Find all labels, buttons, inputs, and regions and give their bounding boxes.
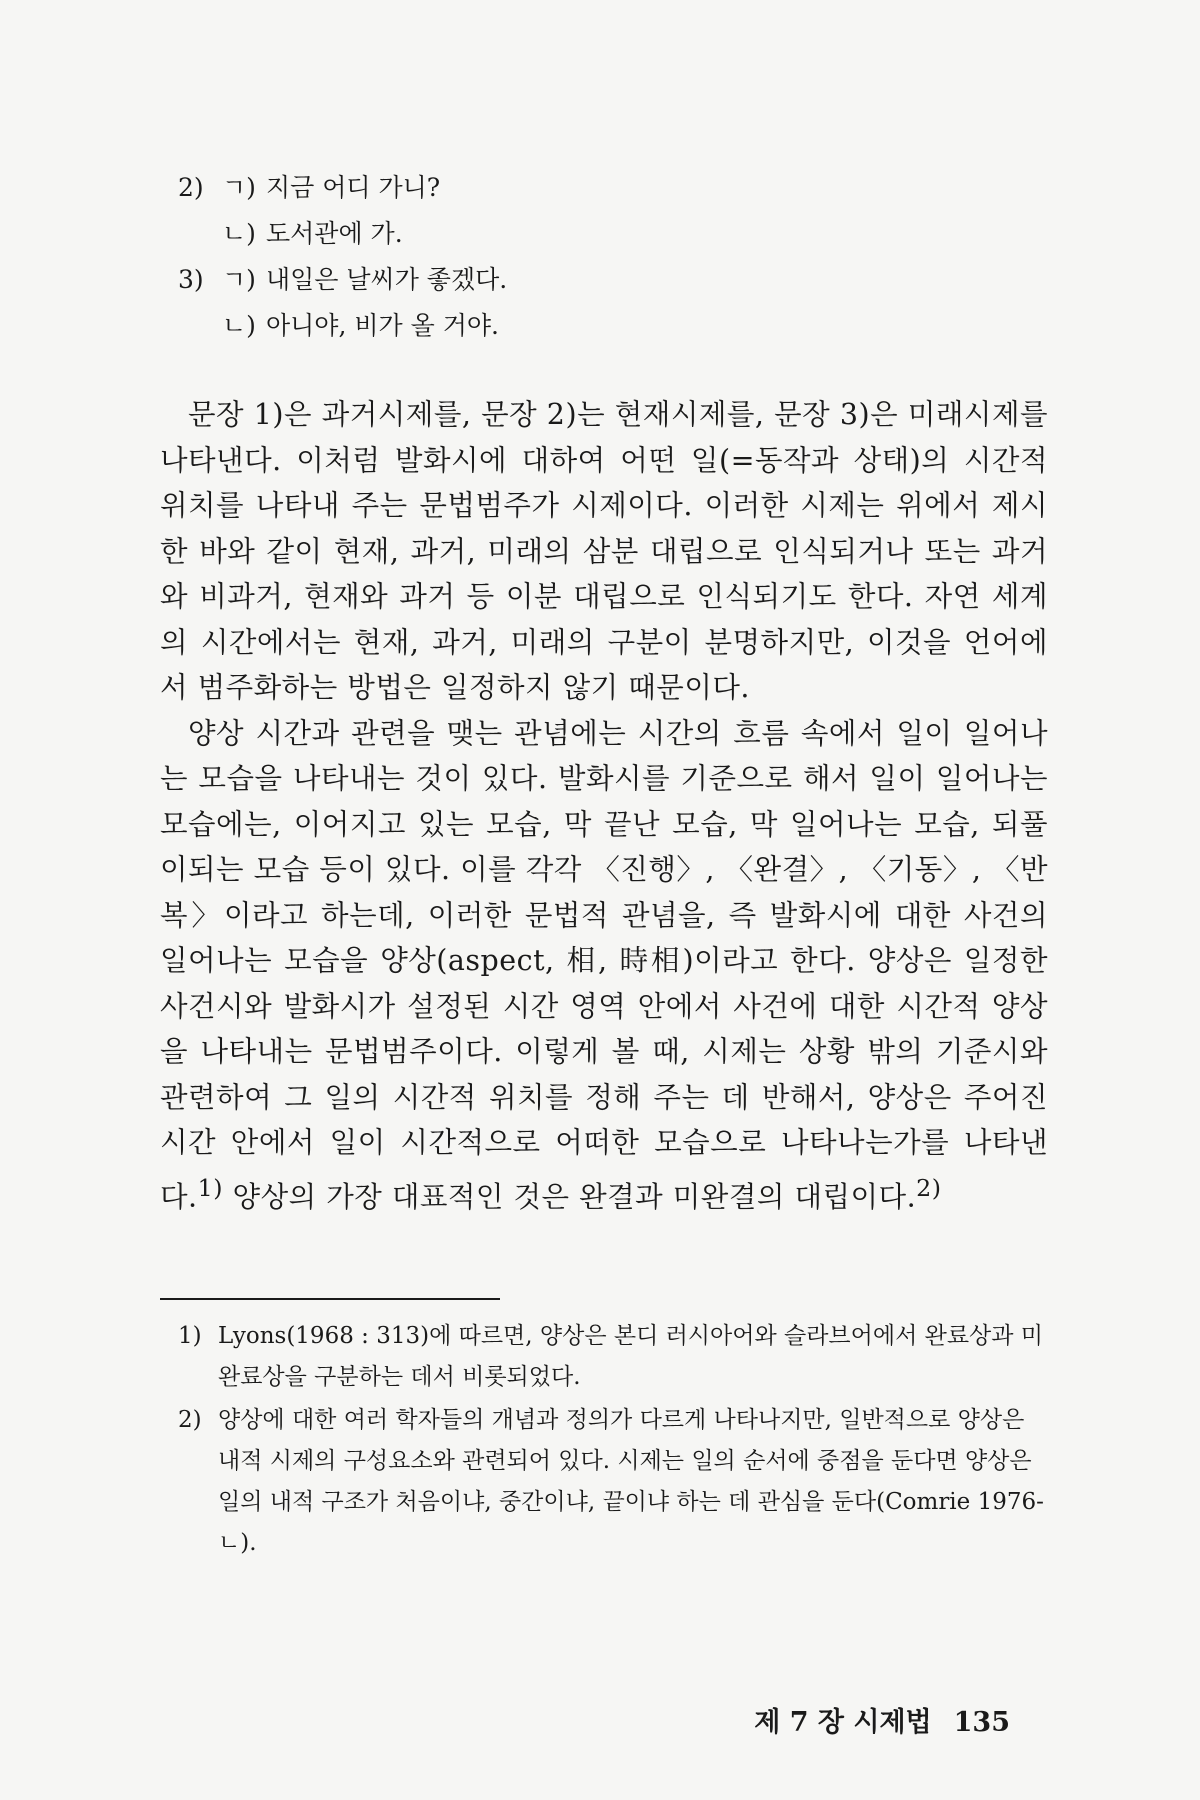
example-marker: ㄱ)	[222, 265, 256, 294]
example-line	[178, 257, 507, 303]
paragraph-aspect-text: 양상 시간과 관련을 맺는 관념에는 시간의 흐름 속에서 일이 일어나는 모습을 나타내는 것이 있다. 발화시를 기준으로 해서 일이 일어나는 모습에는, 이어지고 있는 모습, 막 끝난 모습, 막 일어나는 모습, 되풀이되는 모습 등이 있다. 이를 각각 〈진행〉, 〈완결〉, 〈기동〉, 〈반복〉이라고 하는데, 이러한 문법적 관념을, 즉 발화시에 대한 사건의 일어나는 모습을 양상(aspect, 相, 時相)이라고 한다. 양상은 일정한 사건시와 발화시가 설정된 시간 영역 안에서 사건에 대한 시간적 양상을 나타내는 문법범주이다. 이렇게 볼 때, 시제는 상황 밖의 기준시와 관련하여 그 일의 시간적 위치를 정해 주는 데 반해서, 양상은 주어진 시간 안에서 일이 시간적으로 어떠한 모습으로 나타나는가를 나타낸다.	[160, 716, 1048, 1213]
example-marker: ㄴ)	[222, 219, 256, 248]
example-line	[178, 211, 507, 257]
page-footer	[754, 1700, 1010, 1739]
example-line	[178, 303, 507, 349]
example-sentences	[178, 165, 507, 349]
footnote	[178, 1316, 1048, 1398]
example-number: 3)	[178, 265, 204, 294]
footnote-number: 1)	[178, 1323, 202, 1349]
example-marker: ㄱ)	[222, 173, 256, 202]
example-marker: ㄴ)	[222, 311, 256, 340]
footnote-ref-1[interactable]: 1)	[197, 1173, 223, 1202]
example-text: 지금 어디 가니?	[266, 173, 441, 202]
example-text: 아니야, 비가 올 거야.	[266, 311, 499, 340]
example-text: 내일은 날씨가 좋겠다.	[266, 265, 508, 294]
footnotes	[178, 1316, 1048, 1566]
footnote-number: 2)	[178, 1407, 202, 1433]
paragraph-tense: 문장 1)은 과거시제를, 문장 2)는 현재시제를, 문장 3)은 미래시제를 나타낸다. 이처럼 발화시에 대하여 어떤 일(=동작과 상태)의 시간적 위치를 나타내 주는 문법범주가 시제이다. 이러한 시제는 위에서 제시한 바와 같이 현재, 과거, 미래의 삼분 대립으로 인식되거나 또는 과거와 비과거, 현재와 과거 등 이분 대립으로 인식되기도 한다. 자연 세계의 시간에서는 현재, 과거, 미래의 구분이 분명하지만, 이것을 언어에서 범주화하는 방법은 일정하지 않기 때문이다.	[160, 398, 1048, 704]
paragraph-aspect-tail: 양상의 가장 대표적인 것은 완결과 미완결의 대립이다.	[222, 1180, 917, 1213]
page-number: 135	[953, 1707, 1010, 1738]
example-number: 2)	[178, 173, 204, 202]
example-text: 도서관에 가.	[266, 219, 403, 248]
paragraph-aspect	[160, 711, 1048, 1220]
body-text	[160, 392, 1048, 1220]
footnote-ref-2[interactable]: 2)	[916, 1173, 942, 1202]
example-line	[178, 165, 507, 211]
footnote-text: 양상에 대한 여러 학자들의 개념과 정의가 다르게 나타나지만, 일반적으로 양상은 내적 시제의 구성요소와 관련되어 있다. 시제는 일의 순서에 중점을 둔다면 양상은 일의 내적 구조가 처음이냐, 중간이냐, 끝이냐 하는 데 관심을 둔다(Comrie 1976-ㄴ).	[218, 1407, 1044, 1556]
footnote-divider	[160, 1298, 500, 1300]
footnote-text: Lyons(1968 : 313)에 따르면, 양상은 본디 러시아어와 슬라브어에서 완료상과 미완료상을 구분하는 데서 비롯되었다.	[218, 1323, 1044, 1390]
footnote	[178, 1400, 1048, 1564]
running-chapter-title: 제 7 장 시제법	[754, 1707, 932, 1738]
